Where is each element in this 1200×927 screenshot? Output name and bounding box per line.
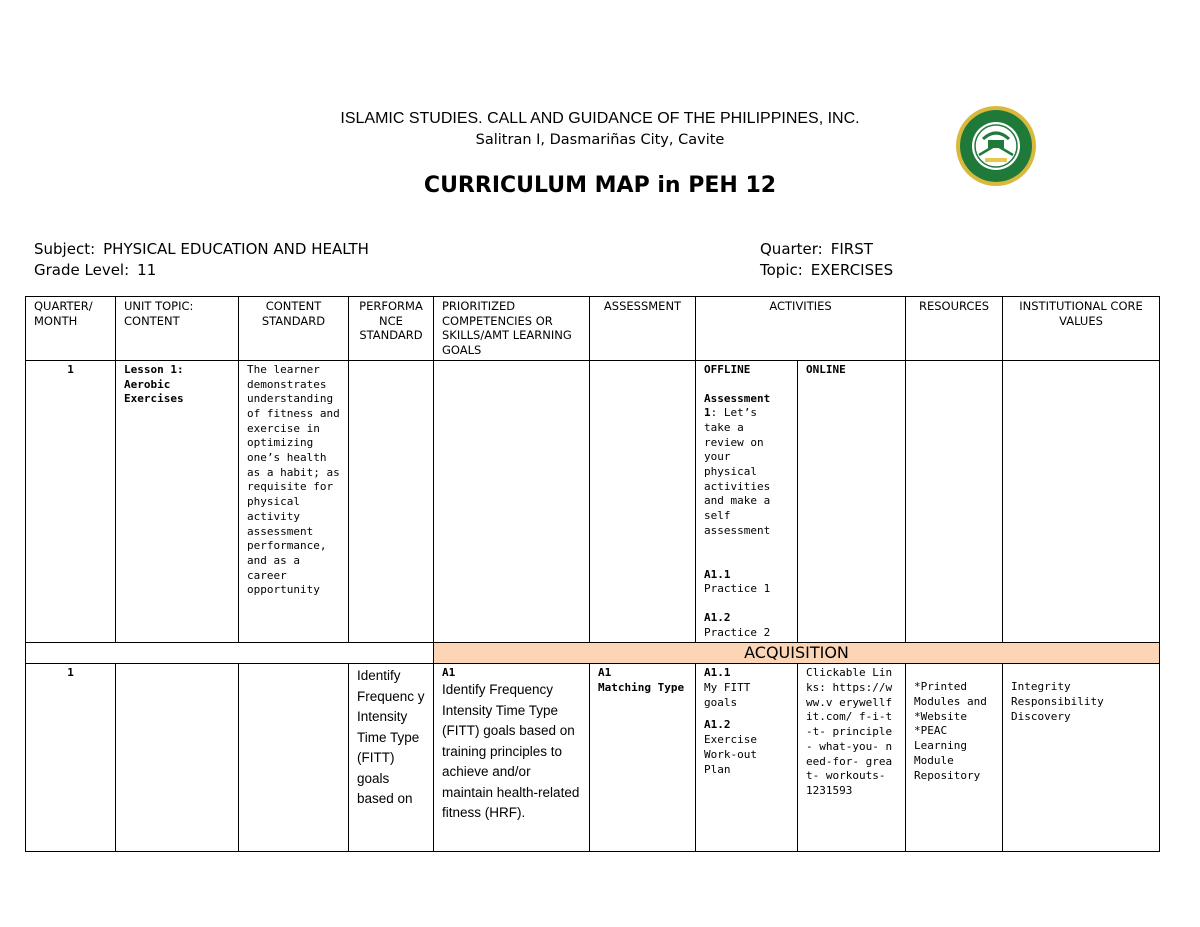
row1-performance-standard xyxy=(349,360,434,643)
header-assessment: ASSESSMENT xyxy=(590,297,696,361)
row2-activities-online-link[interactable]: Clickable Links: https://www.v erywellfit.com/ f-i-t-t- principle- what-you- need-for- great- workouts- 1231593 xyxy=(798,664,906,852)
header-unit-topic: UNIT TOPIC: CONTENT xyxy=(116,297,239,361)
assessment-type: Matching Type xyxy=(598,681,685,695)
fitt-goals-code: A1.1 xyxy=(704,666,731,680)
row2-quarter: 1 xyxy=(26,664,116,852)
row1-quarter: 1 xyxy=(26,360,116,643)
table-row xyxy=(26,360,1160,643)
quarter-value: FIRST xyxy=(830,240,873,258)
core-values-text: Integrity Responsibility Discovery xyxy=(1011,680,1104,723)
header-resources: RESOURCES xyxy=(906,297,1003,361)
header-quarter: QUARTER/ MONTH xyxy=(26,297,116,361)
row2-activities-offline xyxy=(696,664,798,852)
row2-content-standard xyxy=(239,664,349,852)
offline-label: OFFLINE xyxy=(704,362,751,376)
topic-label: Topic: xyxy=(760,261,803,279)
competency-code: A1 xyxy=(442,666,456,680)
competency-text: Identify Frequency Intensity Time Type (FITT) goals based on training principles to achieve and/or maintain health-related fitness (HRF). xyxy=(442,682,580,821)
assessment-1-title: Assessment 1 xyxy=(704,391,771,420)
table-row xyxy=(26,664,1160,852)
quarter-line xyxy=(760,240,873,258)
practice-2-code: A1.2 xyxy=(704,610,731,624)
row1-activities-offline xyxy=(696,360,798,643)
row1-content-standard: The learner demonstrates understanding of fitness and exercise in optimizing one’s health as a habit; as requisite for physical activity assessment performance, and as a career opportunity xyxy=(239,360,349,643)
practice-2-text: Practice 2 xyxy=(704,625,771,639)
header-performance-standard: PERFORMA NCE STANDARD xyxy=(349,297,434,361)
row2-performance-standard: Identify Frequenc y Intensity Time Type (FITT) goals based on xyxy=(349,664,434,852)
row2-competencies xyxy=(434,664,590,852)
row1-activities-online: ONLINE xyxy=(798,360,906,643)
assessment-code: A1 xyxy=(598,666,612,680)
grade-label: Grade Level: xyxy=(34,261,130,279)
header-activities: ACTIVITIES xyxy=(696,297,906,361)
fitt-goals-text: My FITT goals xyxy=(704,681,751,709)
assessment-1-text: : Let’s take a review on your physical activities and make a self assessment xyxy=(704,406,771,537)
organization-name: ISLAMIC STUDIES. CALL AND GUIDANCE OF THE PHILIPPINES, INC. xyxy=(340,110,860,127)
curriculum-map-table xyxy=(25,296,1160,852)
row1-assessment xyxy=(590,360,696,643)
header-core-values: INSTITUTIONAL CORE VALUES xyxy=(1003,297,1160,361)
subject-value: PHYSICAL EDUCATION AND HEALTH xyxy=(103,240,369,258)
acquisition-row xyxy=(26,643,1160,664)
quarter-label: Quarter: xyxy=(760,240,823,258)
subject-label: Subject: xyxy=(34,240,96,258)
grade-line xyxy=(34,261,156,279)
acquisition-blank xyxy=(26,643,434,664)
row2-assessment xyxy=(590,664,696,852)
subject-line xyxy=(34,240,369,258)
school-seal-logo xyxy=(955,105,1037,187)
organization-address: Salitran I, Dasmariñas City, Cavite xyxy=(475,132,725,148)
row1-resources xyxy=(906,360,1003,643)
row1-unit-topic: Lesson 1: Aerobic Exercises xyxy=(116,360,239,643)
row2-resources: *Printed Modules and *Website *PEAC Learning Module Repository xyxy=(906,664,1003,852)
workout-plan-code: A1.2 xyxy=(704,718,731,732)
practice-1-text: Practice 1 xyxy=(704,582,771,596)
topic-line xyxy=(760,261,893,279)
header-content-standard: CONTENT STANDARD xyxy=(239,297,349,361)
row1-competencies xyxy=(434,360,590,643)
header-competencies: PRIORITIZED COMPETENCIES OR SKILLS/AMT LEARNING GOALS xyxy=(434,297,590,361)
topic-value: EXERCISES xyxy=(810,261,894,279)
grade-value: 11 xyxy=(137,261,157,279)
table-header-row xyxy=(26,297,1160,361)
document-title: CURRICULUM MAP in PEH 12 xyxy=(423,173,777,198)
row2-unit-topic xyxy=(116,664,239,852)
workout-plan-text: Exercise Work-out Plan xyxy=(704,733,757,776)
practice-1-code: A1.1 xyxy=(704,567,731,581)
row1-core-values xyxy=(1003,360,1160,643)
acquisition-label: ACQUISITION xyxy=(434,643,1160,664)
row2-core-values xyxy=(1003,664,1160,852)
